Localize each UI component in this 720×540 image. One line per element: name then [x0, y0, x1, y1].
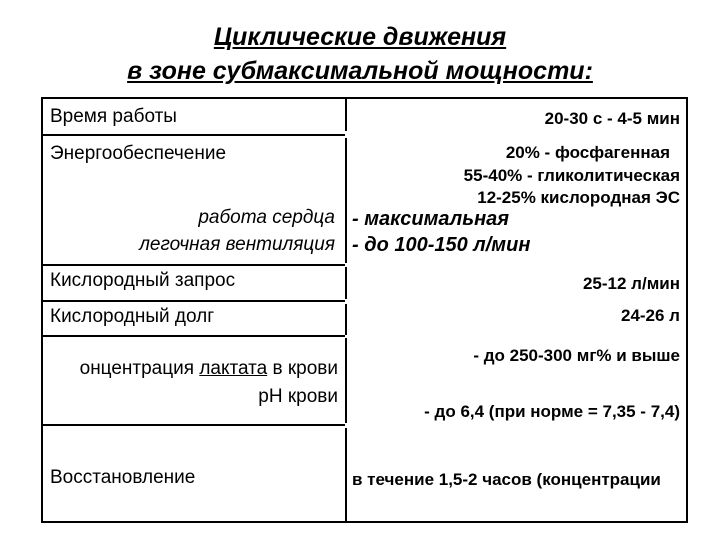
- row-divider: [43, 134, 345, 136]
- energy-value-3: 12-25% кислородная ЭС: [477, 188, 680, 207]
- ventilation-value: - до 100-150 л/мин: [352, 234, 531, 256]
- heart-value: - максимальная: [352, 208, 510, 230]
- lactate-label-prefix: онцентрация: [79, 358, 200, 379]
- lactate-value: - до 250-300 мг% и выше: [473, 346, 680, 365]
- row-divider: [43, 264, 345, 266]
- oxygen-debt-label: Кислородный долг: [50, 306, 215, 327]
- column-divider: [345, 304, 347, 335]
- oxygen-demand-value: 25-12 л/мин: [582, 274, 680, 293]
- energy-value-1: 20% - фосфагенная: [505, 143, 670, 162]
- work-time-label: Время работы: [50, 106, 177, 127]
- ph-label: pH крови: [258, 386, 338, 407]
- column-divider: [345, 99, 347, 131]
- lactate-label: [80, 358, 338, 380]
- oxygen-debt-value: 24-26 л: [620, 306, 680, 325]
- column-divider: [345, 338, 347, 423]
- row-divider: [43, 300, 345, 302]
- work-time-value: 20-30 с - 4-5 мин: [544, 109, 680, 128]
- oxygen-demand-label: Кислородный запрос: [50, 270, 236, 291]
- row-divider: [43, 335, 345, 337]
- title-line-2: в зоне субмаксимальной мощности:: [127, 57, 593, 85]
- lactate-label-underlined: лактата: [199, 358, 268, 379]
- ventilation-label: легочная вентиляция: [139, 234, 335, 255]
- lactate-label-suffix: в крови: [267, 358, 338, 379]
- recovery-value: в течение 1,5-2 часов (концентрации: [352, 470, 661, 489]
- energy-label: Энергообеспечение: [50, 143, 227, 164]
- column-divider: [345, 138, 347, 263]
- recovery-label: Восстановление: [50, 467, 196, 488]
- energy-value-2: 55-40% - гликолитическая: [463, 166, 680, 185]
- title-line-1: Циклические движения: [213, 23, 507, 51]
- heart-label: работа сердца: [198, 207, 335, 228]
- column-divider: [345, 267, 347, 299]
- row-divider: [43, 424, 345, 426]
- ph-value: - до 6,4 (при норме = 7,35 - 7,4): [424, 402, 680, 421]
- column-divider: [345, 428, 347, 521]
